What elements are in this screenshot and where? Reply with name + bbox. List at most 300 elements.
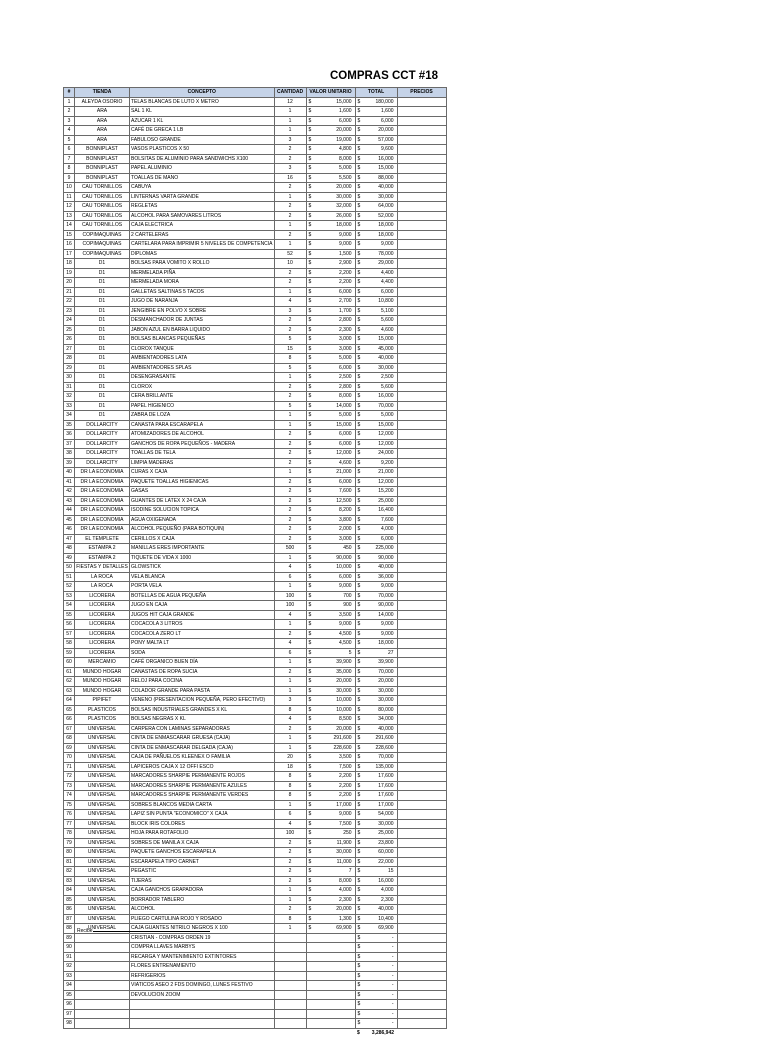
total-cell-wrap [357,886,396,894]
currency-symbol: $ [357,364,361,371]
currency-symbol: $ [308,146,312,153]
concept-cell: DESMANCHADOR DE JUNTAS [130,316,275,326]
store-cell: COPIMAQUINAS [75,240,130,250]
quantity-cell: 1 [274,468,306,478]
currency-symbol: $ [308,649,312,656]
currency-symbol: $ [357,706,361,713]
total-cell-amount: 9,000 [381,241,394,248]
store-cell: D1 [75,335,130,345]
concept-cell: PORTA VELA [130,582,275,592]
unit-value-cell [306,249,355,259]
unit-value-cell-wrap [308,649,354,657]
unit-value-cell-amount: 2,700 [339,298,352,305]
unit-value-cell-amount: 21,000 [336,469,352,476]
unit-value-cell-wrap [308,563,354,571]
total-cell-wrap [357,231,396,239]
prices-cell [397,287,446,297]
table-row [64,819,447,829]
row-number: 46 [64,525,75,535]
row-number: 51 [64,572,75,582]
currency-symbol: $ [357,355,361,362]
total-cell-wrap [357,155,396,163]
quantity-cell: 52 [274,249,306,259]
quantity-cell: 1 [274,553,306,563]
currency-symbol: $ [308,155,312,162]
concept-cell: MARCADORES SHARPIE PERMANENTE ROJOS [130,772,275,782]
table-row [64,411,447,421]
total-cell-wrap [357,877,396,885]
currency-symbol: $ [308,364,312,371]
unit-value-cell-wrap [308,611,354,619]
total-cell-amount: 29,000 [378,260,394,267]
concept-cell: MERMELADA PIÑA [130,268,275,278]
row-number: 1 [64,97,75,107]
store-cell: ARA [75,107,130,117]
row-number: 67 [64,724,75,734]
concept-cell: BORRADOR TABLERO [130,895,275,905]
total-cell-amount: 9,000 [381,583,394,590]
table-row [64,943,447,953]
currency-symbol: $ [308,773,312,780]
total-cell [355,126,397,136]
currency-symbol: $ [308,896,312,903]
currency-symbol: $ [357,801,361,808]
currency-symbol: $ [357,526,361,533]
unit-value-cell [306,838,355,848]
currency-symbol: $ [357,146,361,153]
prices-cell [397,135,446,145]
table-row [64,686,447,696]
concept-cell: PEGASTIC [130,867,275,877]
unit-value-cell-amount: 11,000 [336,858,352,865]
unit-value-cell-amount: 6,000 [339,431,352,438]
unit-value-cell [306,259,355,269]
currency-symbol: $ [308,383,312,390]
total-cell-amount: 16,000 [378,393,394,400]
table-row [64,677,447,687]
row-number: 72 [64,772,75,782]
concept-cell: 2 CARTELERAS [130,230,275,240]
quantity-cell: 1 [274,116,306,126]
unit-value-cell-wrap [308,316,354,324]
total-cell-wrap [357,563,396,571]
row-number: 12 [64,202,75,212]
quantity-cell: 5 [274,335,306,345]
total-cell [355,183,397,193]
store-cell: UNIVERSAL [75,743,130,753]
unit-value-cell-wrap [308,269,354,277]
unit-value-cell [306,316,355,326]
store-cell: UNIVERSAL [75,876,130,886]
unit-value-cell [306,154,355,164]
quantity-cell: 2 [274,905,306,915]
prices-cell [397,544,446,554]
unit-value-cell-amount: 9,000 [339,583,352,590]
unit-value-cell [306,468,355,478]
currency-symbol: $ [308,478,312,485]
store-cell: D1 [75,316,130,326]
unit-value-cell-wrap [308,668,354,676]
unit-value-cell-wrap [308,402,354,410]
unit-value-cell-amount: 450 [343,545,352,552]
total-cell [355,629,397,639]
total-cell-amount: 30,000 [378,697,394,704]
row-number: 18 [64,259,75,269]
currency-symbol: $ [308,602,312,609]
total-cell [355,895,397,905]
currency-symbol: $ [357,507,361,514]
total-cell-amount: - [391,1001,394,1008]
currency-symbol: $ [357,611,361,618]
currency-symbol: $ [308,231,312,238]
concept-cell: GUANTES DE LATEX X 24 CAJA [130,496,275,506]
prices-cell [397,819,446,829]
quantity-cell: 2 [274,316,306,326]
unit-value-cell [306,487,355,497]
total-cell-wrap [357,250,396,258]
store-cell: EL TEMPLETE [75,534,130,544]
unit-value-cell-amount: 5 [348,649,352,656]
concept-cell: ATOMIZADORES DE ALCOHOL [130,430,275,440]
unit-value-cell-amount: 250 [343,830,352,837]
concept-cell: COCACOLA ZERO LT [130,629,275,639]
unit-value-cell-wrap [308,307,354,315]
table-row [64,154,447,164]
store-cell: DOLLARCITY [75,439,130,449]
total-cell-amount: 6,000 [381,288,394,295]
concept-cell: TIJERAS [130,876,275,886]
currency-symbol: $ [357,934,361,941]
total-cell-amount: 21,000 [378,469,394,476]
row-number: 26 [64,335,75,345]
unit-value-cell-wrap [308,658,354,666]
total-cell-amount: 18,000 [378,640,394,647]
total-cell-wrap [357,278,396,286]
store-cell: D1 [75,373,130,383]
total-cell-amount: 10,800 [378,298,394,305]
prices-cell [397,1000,446,1010]
store-cell [75,943,130,953]
unit-value-cell [306,791,355,801]
row-number: 14 [64,221,75,231]
total-cell-amount: 34,000 [378,716,394,723]
unit-value-cell-wrap [308,145,354,153]
currency-symbol: $ [308,611,312,618]
concept-cell: AMBIENTADORES SPLAS [130,363,275,373]
unit-value-cell-wrap [308,288,354,296]
quantity-cell: 100 [274,829,306,839]
prices-cell [397,107,446,117]
row-number: 96 [64,1000,75,1010]
total-cell [355,230,397,240]
currency-symbol: $ [308,906,312,913]
concept-cell: CERILLOS X CAJA [130,534,275,544]
total-cell [355,1000,397,1010]
prices-cell [397,458,446,468]
currency-symbol: $ [357,602,361,609]
unit-value-cell-wrap [308,107,354,115]
table-row [64,107,447,117]
table-row [64,192,447,202]
total-cell-amount: 15,000 [378,421,394,428]
currency-symbol: $ [308,222,312,229]
store-cell: DOLLARCITY [75,430,130,440]
currency-symbol: $ [308,431,312,438]
quantity-cell: 1 [274,895,306,905]
store-cell: MUNDO HOGAR [75,667,130,677]
total-cell [355,591,397,601]
total-cell-wrap [357,487,396,495]
currency-symbol: $ [357,1010,361,1017]
store-cell [75,962,130,972]
quantity-cell: 6 [274,572,306,582]
quantity-cell: 2 [274,268,306,278]
quantity-cell: 1 [274,192,306,202]
quantity-cell: 2 [274,439,306,449]
store-cell: D1 [75,392,130,402]
unit-value-cell [306,116,355,126]
total-cell [355,610,397,620]
total-cell-amount: 36,000 [378,573,394,580]
store-cell: UNIVERSAL [75,886,130,896]
currency-symbol: $ [308,459,312,466]
unit-value-cell-amount: 9,000 [339,621,352,628]
currency-symbol: $ [357,535,361,542]
total-cell [355,734,397,744]
total-cell [355,933,397,943]
currency-symbol: $ [357,763,361,770]
unit-value-cell [306,373,355,383]
store-cell: LICORERA [75,648,130,658]
concept-cell: JUGO DE NARANJA [130,297,275,307]
unit-value-cell-amount: 7 [348,868,352,875]
row-number: 35 [64,420,75,430]
table-row [64,933,447,943]
unit-value-cell [306,145,355,155]
unit-value-cell-wrap [308,459,354,467]
quantity-cell: 2 [274,145,306,155]
total-cell [355,696,397,706]
unit-value-cell [306,743,355,753]
total-cell-amount: 22,000 [378,858,394,865]
row-number: 90 [64,943,75,953]
store-cell: PLASTICOS [75,705,130,715]
total-cell-amount: 70,000 [378,668,394,675]
store-cell: D1 [75,287,130,297]
concept-cell: REGLETAS [130,202,275,212]
unit-value-cell [306,762,355,772]
store-cell: ARA [75,126,130,136]
row-number: 22 [64,297,75,307]
total-cell-amount: 4,400 [381,269,394,276]
unit-value-cell-amount: 7,500 [339,820,352,827]
currency-symbol: $ [357,963,361,970]
unit-value-cell [306,800,355,810]
unit-value-cell [306,848,355,858]
row-number: 97 [64,1009,75,1019]
unit-value-cell-amount: 291,600 [333,735,352,742]
signature-line [93,927,210,932]
total-cell-wrap [357,117,396,125]
currency-symbol: $ [357,678,361,685]
prices-cell [397,164,446,174]
currency-symbol: $ [308,288,312,295]
total-cell-wrap [357,953,396,961]
store-cell: UNIVERSAL [75,857,130,867]
total-cell-amount: 17,000 [378,801,394,808]
concept-cell: BOLSAS INDUSTRIALES GRANDES X KL [130,705,275,715]
store-cell: UNIVERSAL [75,914,130,924]
prices-cell [397,515,446,525]
unit-value-cell-amount: 4,600 [339,459,352,466]
prices-cell [397,249,446,259]
currency-symbol: $ [357,858,361,865]
currency-symbol: $ [308,763,312,770]
total-cell-wrap [357,202,396,210]
unit-value-cell [306,240,355,250]
store-cell: BONNIPLAST [75,154,130,164]
total-cell [355,762,397,772]
empty-cell [306,1028,355,1037]
row-number: 42 [64,487,75,497]
row-number: 71 [64,762,75,772]
unit-value-cell [306,582,355,592]
row-number: 61 [64,667,75,677]
total-cell [355,192,397,202]
row-number: 38 [64,449,75,459]
unit-value-cell [306,971,355,981]
total-cell [355,145,397,155]
row-number: 54 [64,601,75,611]
unit-value-cell-amount: 19,000 [336,136,352,143]
unit-value-cell-amount: 2,500 [339,374,352,381]
total-cell [355,819,397,829]
total-cell [355,477,397,487]
total-cell [355,164,397,174]
prices-cell [397,420,446,430]
total-cell [355,420,397,430]
unit-value-cell [306,211,355,221]
prices-cell [397,810,446,820]
total-cell-wrap [357,905,396,913]
currency-symbol: $ [357,1029,360,1036]
table-row [64,373,447,383]
currency-symbol: $ [308,307,312,314]
quantity-cell: 2 [274,506,306,516]
table-row [64,658,447,668]
unit-value-cell [306,183,355,193]
table-row [64,164,447,174]
total-cell-wrap [357,345,396,353]
table-row [64,487,447,497]
concept-cell: HOJA PARA ROTAFOLIO [130,829,275,839]
currency-symbol: $ [357,953,361,960]
prices-cell [397,145,446,155]
unit-value-cell-amount: 2,200 [339,782,352,789]
unit-value-cell [306,772,355,782]
total-cell-wrap [357,611,396,619]
total-cell-wrap [357,791,396,799]
table-row [64,430,447,440]
currency-symbol: $ [357,906,361,913]
unit-value-cell-wrap [308,231,354,239]
total-cell-wrap [357,269,396,277]
row-number: 80 [64,848,75,858]
unit-value-cell-wrap [308,250,354,258]
total-cell-amount: 9,200 [381,459,394,466]
store-cell: DR LA ECONOMIA [75,477,130,487]
total-cell [355,515,397,525]
table-row [64,563,447,573]
row-number: 77 [64,819,75,829]
unit-value-cell-wrap [308,601,354,609]
prices-cell [397,430,446,440]
quantity-cell: 4 [274,715,306,725]
table-row [64,648,447,658]
quantity-cell: 2 [274,525,306,535]
prices-cell [397,363,446,373]
unit-value-cell-wrap [308,753,354,761]
concept-cell: SAL 1 KL [130,107,275,117]
prices-cell [397,753,446,763]
unit-value-cell-amount: 8,000 [339,155,352,162]
currency-symbol: $ [357,288,361,295]
unit-value-cell-amount: 18,000 [336,222,352,229]
total-cell [355,107,397,117]
total-cell [355,563,397,573]
unit-value-cell [306,268,355,278]
total-cell-amount: 88,000 [378,174,394,181]
row-number: 65 [64,705,75,715]
unit-value-cell [306,392,355,402]
total-cell-amount: 64,000 [378,203,394,210]
prices-cell [397,126,446,136]
prices-cell [397,582,446,592]
unit-value-cell-wrap [308,421,354,429]
row-number: 30 [64,373,75,383]
currency-symbol: $ [308,117,312,124]
currency-symbol: $ [308,801,312,808]
header-concept: CONCEPTO [130,88,275,98]
unit-value-cell-wrap [308,905,354,913]
quantity-cell [274,971,306,981]
total-cell-amount: 5,600 [381,317,394,324]
unit-value-cell [306,563,355,573]
total-cell-amount: 9,000 [381,630,394,637]
row-number: 27 [64,344,75,354]
quantity-cell: 2 [274,838,306,848]
table-row [64,857,447,867]
unit-value-cell [306,278,355,288]
unit-value-cell-amount: 900 [343,602,352,609]
concept-cell: PAPEL HIGIENICO [130,401,275,411]
unit-value-cell-amount: 6,000 [339,117,352,124]
header-quantity: CANTIDAD [274,88,306,98]
total-cell [355,278,397,288]
currency-symbol: $ [357,659,361,666]
quantity-cell: 1 [274,411,306,421]
prices-cell [397,534,446,544]
total-cell-wrap [357,677,396,685]
total-cell-wrap [357,962,396,970]
currency-symbol: $ [357,564,361,571]
unit-value-cell [306,553,355,563]
store-cell: ESTAMPA 2 [75,553,130,563]
store-cell: D1 [75,411,130,421]
concept-cell: CLOROX [130,382,275,392]
unit-value-cell [306,135,355,145]
currency-symbol: $ [357,1020,361,1027]
